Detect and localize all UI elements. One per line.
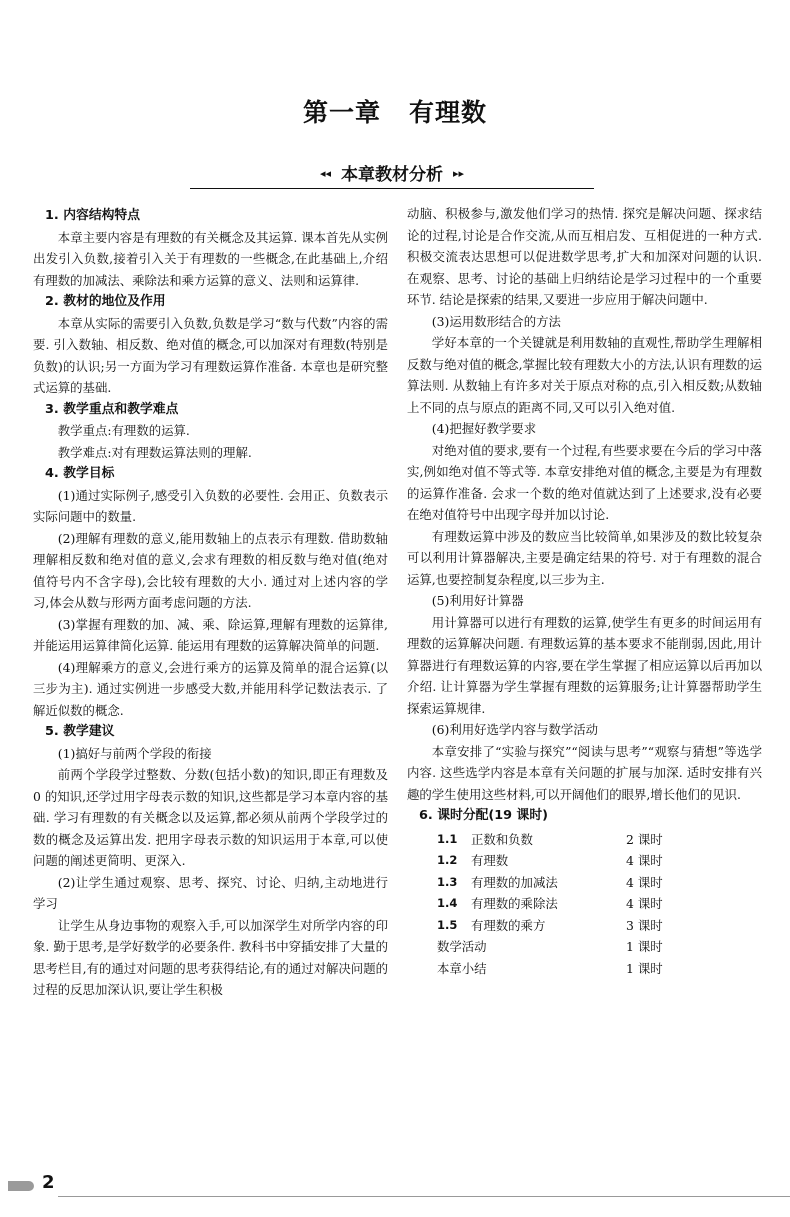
page-tab-marker [8, 1181, 34, 1191]
lesson-schedule-table [437, 829, 686, 980]
heading-status-role: 2. 教材的地位及作用 [45, 294, 166, 309]
paragraph: (2)理解有理数的意义,能用数轴上的点表示有理数. 借助数轴理解相反数和绝对值的意义,会求有理数的相反数与绝对值(绝对值符号内不含字母),会比较有理数的大小. 通过对上述内容的学习,体会从数与形两方面考虑问题的方法. [33, 530, 388, 610]
heading-content-structure: 1. 内容结构特点 [45, 208, 141, 223]
subheading: (6)利用好选学内容与数学活动 [431, 722, 599, 737]
heading-key-points: 3. 教学重点和教学难点 [45, 401, 179, 417]
paragraph: 本章主要内容是有理数的有关概念及其运算. 课本首先从实例出发引入负数,接着引入关于有理数的一些概念,在此基础上,介绍有理数的加减法、乘除法和乘方运算的意义、法则和运算律. [33, 229, 388, 288]
section-hours: 1 课时 [626, 960, 663, 976]
section-name: 数学活动 [437, 939, 487, 954]
section-hours: 4 课时 [626, 853, 663, 868]
subheading: (5)利用好计算器 [431, 593, 524, 608]
paragraph: 有理数运算中涉及的数应当比较简单,如果涉及的数比较复杂可以利用计算器解决,主要是确定结果的符号. 对于有理数的混合运算,也要控制复杂程度,以三步为主. [407, 528, 762, 587]
section-number: 1.2 [437, 853, 458, 867]
section-name: 正数和负数 [471, 831, 533, 847]
footer-divider [58, 1196, 790, 1197]
left-column [33, 205, 388, 1001]
right-arrows-icon: ▸▸ [453, 167, 465, 180]
subheading: (4)把握好教学要求 [431, 421, 537, 436]
section-number: 1.1 [437, 831, 458, 846]
paragraph: 对绝对值的要求,要有一个过程,有些要求要在今后的学习中落实,例如绝对值不等式等. 本章安排绝对值的概念,主要是为有理数的运算作准备. 会求一个数的绝对值就达到了上述要求,没有必要在绝对值符号中出现字母并加以讨论. [407, 442, 762, 522]
section-number: 1.4 [437, 896, 458, 910]
table-row [437, 936, 686, 958]
section-number: 1.3 [437, 874, 458, 889]
paragraph: (1)通过实际例子,感受引入负数的必要性. 会用正、负数表示实际问题中的数量. [33, 487, 388, 524]
heading-lesson-allocation: 6. 课时分配(19 课时) [419, 808, 548, 823]
section-hours: 1 课时 [626, 939, 663, 954]
section-name: 有理数的乘除法 [471, 896, 558, 911]
right-column [407, 203, 762, 979]
heading-teaching-goals: 4. 教学目标 [45, 466, 115, 481]
paragraph: 教学难点:对有理数运算法则的理解. [57, 444, 252, 460]
paragraph: 用计算器可以进行有理数的运算,使学生有更多的时间运用有理数的运算解决问题. 有理数运算的基本要求不能削弱,因此,用计算器进行有理数运算的内容,要在学生掌握了相应运算以后再加以介绍. 让计算器为学生掌握有理数的运算服务;让计算器帮助学生探索运算规律. [407, 614, 762, 716]
paragraph: (4)理解乘方的意义,会进行乘方的运算及简单的混合运算(以三步为主). 通过实例进一步感受大数,并能用科学记数法表示. 了解近似数的概念. [33, 659, 388, 718]
chapter-name: 有理数 [409, 98, 488, 127]
left-arrows-icon: ◂◂ [319, 167, 331, 180]
page-number: 2 [42, 1172, 55, 1193]
paragraph: 前两个学段学过整数、分数(包括小数)的知识,即正有理数及 0 的知识,还学过用字母表示数的知识,这些都是学习本章内容的基础. 学习有理数的有关概念以及运算,都必须从前两个学段学过的数的概念及运算出发. 把用字母表示数的知识运用于本章,可以使问题的阐述更简明、更深入. [33, 767, 388, 868]
table-row [437, 872, 686, 894]
section-name: 有理数的乘方 [471, 917, 546, 933]
paragraph: 教学重点:有理数的运算. [57, 423, 190, 438]
section-hours: 4 课时 [626, 896, 663, 911]
paragraph: (3)掌握有理数的加、减、乘、除运算,理解有理数的运算律,并能运用运算律简化运算. 能运用有理数的运算解决简单的问题. [33, 616, 388, 653]
paragraph: (1)搞好与前两个学段的衔接 [57, 745, 212, 761]
section-hours: 3 课时 [626, 917, 663, 933]
table-row [437, 850, 686, 872]
table-row [437, 915, 686, 937]
table-row [437, 893, 686, 915]
heading-teaching-suggestions: 5. 教学建议 [45, 724, 115, 739]
table-row [437, 829, 686, 851]
paragraph: 学好本章的一个关键就是利用数轴的直观性,帮助学生理解相反数与绝对值的概念,掌握比较有理数大小的方法,认识有理数的运算法则. 从数轴上有许多对关于原点对称的点,引入相反数;从数轴上不同的点与原点的距离不同,又可以引入绝对值. [407, 335, 762, 415]
section-hours: 2 课时 [626, 831, 663, 847]
paragraph: 本章从实际的需要引入负数,负数是学习“数与代数”内容的需要. 引入数轴、相反数、绝对值的概念,可以加深对有理数(特别是负数)的认识;另一方面为学习有理数运算作准备. 本章也是研究整式运算的基础. [33, 315, 388, 395]
section-name: 本章小结 [437, 960, 487, 976]
section-header-label: 本章教材分析 [341, 165, 443, 185]
section-name: 有理数 [471, 853, 509, 868]
paragraph: 动脑、积极参与,激发他们学习的热情. 探究是解决问题、探求结论的过程,讨论是合作交流,从而互相启发、互相促进的一种方式. 积极交流表达思想可以促进数学思考,扩大和加深对问题的认识. 在观察、思考、讨论的基础上归纳结论是学习过程中的一个重要环节. 结论是探索的结果,又要进一步应用于解决问题中. [407, 206, 762, 307]
chapter-title [0, 93, 790, 129]
subheading: (3)运用数形结合的方法 [431, 313, 561, 329]
section-hours: 4 课时 [626, 874, 663, 890]
section-name: 有理数的加减法 [471, 874, 558, 890]
table-row [437, 958, 686, 980]
section-number: 1.5 [437, 917, 458, 932]
paragraph: 让学生从身边事物的观察入手,可以加深学生对所学内容的印象. 勤于思考,是学好数学的必要条件. 教科书中穿插安排了大量的思考栏目,有的通过对问题的思考获得结论,有的通过对解决问题的过程的反思加深认识,要让学生积极 [33, 917, 388, 997]
section-header [190, 160, 594, 189]
paragraph: (2)让学生通过观察、思考、探究、讨论、归纳,主动地进行学习 [33, 874, 388, 911]
chapter-number: 第一章 [302, 98, 381, 127]
paragraph: 本章安排了“实验与探究”“阅读与思考”“观察与猜想”等选学内容. 这些选学内容是本章有关问题的扩展与加深. 适时安排有兴趣的学生使用这些材料,可以开阔他们的眼界,增长他们的见识. [407, 743, 762, 802]
